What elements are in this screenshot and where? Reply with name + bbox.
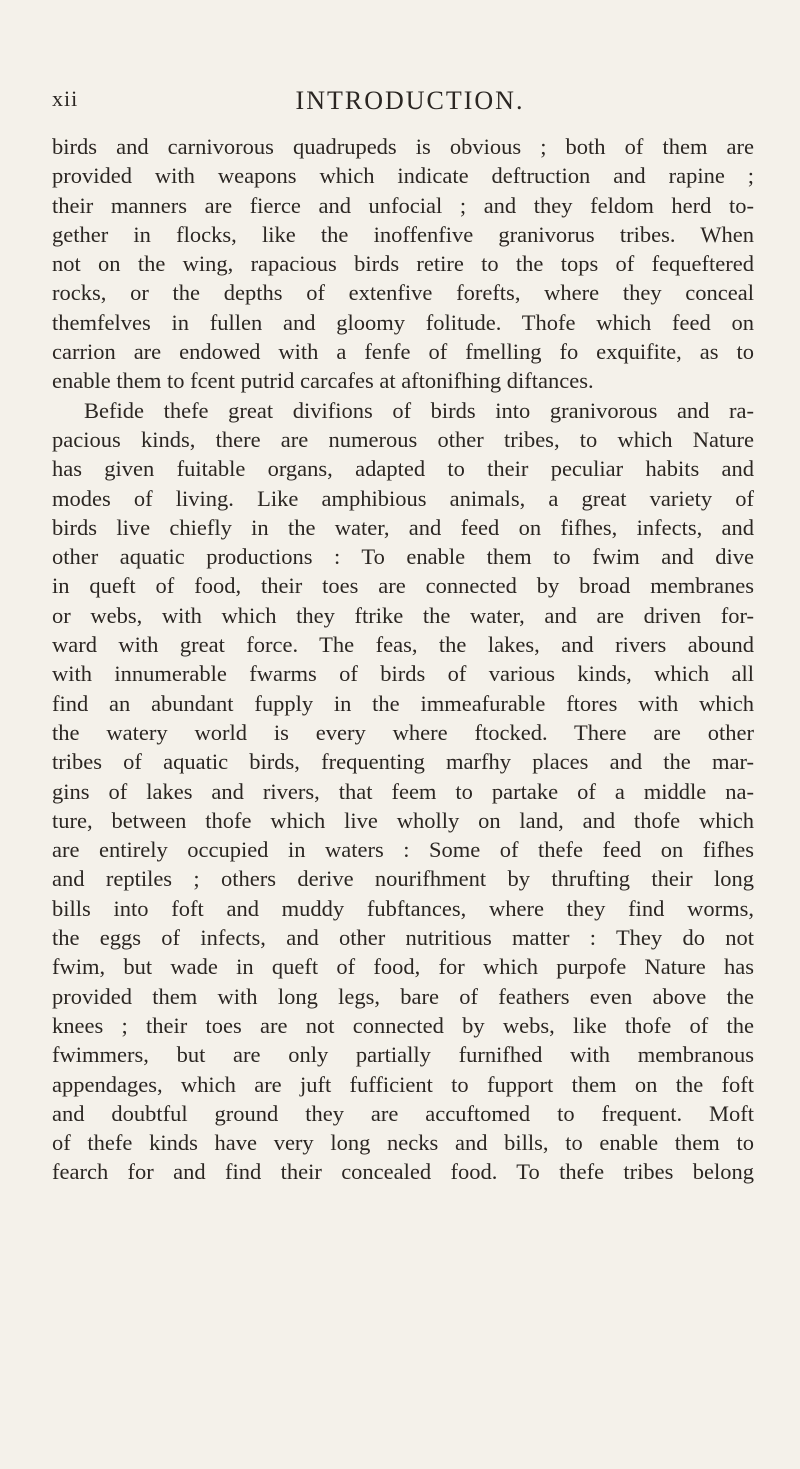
text-line: and doubtful ground they are accuftomed to frequent. Moft [52,1100,754,1126]
text-line: enable them to fcent putrid carcafes at aftonifhing diftances. [52,368,594,394]
text-line: or webs, with which they ftrike the water, and are driven for- [52,602,754,628]
text-line: themfelves in fullen and gloomy folitude. Thofe which feed on [52,309,754,335]
text-line: rocks, or the depths of extenfive forefts, where they conceal [52,280,754,306]
text-line: modes of living. Like amphibious animals, a great variety of [52,485,754,511]
text-line: fwimmers, but are only partially furnifhed with membranous [52,1042,754,1068]
text-line: not on the wing, rapacious birds retire to the tops of fequeftered [52,251,754,277]
text-line: the watery world is every where ftocked. There are other [52,719,754,745]
text-line: of thefe kinds have very long necks and bills, to enable them to [52,1130,754,1156]
paragraph-first-line: Befide thefe great divifions of birds into granivorous and ra- [84,397,754,423]
text-line: gins of lakes and rivers, that feem to partake of a middle na- [52,778,754,804]
text-line: ture, between thofe which live wholly on land, and thofe which [52,807,754,833]
text-line: find an abundant fupply in the immeafurable ftores with which [52,690,754,716]
text-line: the eggs of infects, and other nutritious matter : They do not [52,925,754,951]
text-line: knees ; their toes are not connected by webs, like thofe of the [52,1012,754,1038]
text-line: their manners are fierce and unfocial ; and they feldom herd to- [52,192,754,218]
text-line: bills into foft and muddy fubftances, where they find worms, [52,895,754,921]
text-line: has given fuitable organs, adapted to their peculiar habits and [52,456,754,482]
text-line: fwim, but wade in queft of food, for which purpofe Nature has [52,954,754,980]
text-line: carrion are endowed with a fenfe of fmelling fo exquifite, as to [52,339,754,365]
body-text [52,132,754,1187]
text-line: birds live chiefly in the water, and feed on fifhes, infects, and [52,514,754,540]
text-line: pacious kinds, there are numerous other tribes, to which Nature [52,426,754,452]
text-line: birds and carnivorous quadrupeds is obvious ; both of them are [52,134,754,159]
running-head: INTRODUCTION. [295,86,525,115]
text-line: provided them with long legs, bare of feathers even above the [52,983,754,1009]
text-line: are entirely occupied in waters : Some of thefe feed on fifhes [52,837,754,863]
text-line: tribes of aquatic birds, frequenting marfhy places and the mar- [52,749,754,775]
text-line: gether in flocks, like the inoffenfive granivorus tribes. When [52,221,754,247]
text-line: with innumerable fwarms of birds of various kinds, which all [52,661,754,687]
text-line: provided with weapons which indicate deftruction and rapine ; [52,163,754,189]
page-number: xii [52,86,79,111]
text-line: ward with great force. The feas, the lakes, and rivers abound [52,632,754,658]
text-line: and reptiles ; others derive nourifhment by thrufting their long [52,866,754,892]
page-header [0,86,800,126]
text-line: in queft of food, their toes are connected by broad membranes [52,573,754,599]
text-line: appendages, which are juft fufficient to fupport them on the foft [52,1071,754,1097]
text-line: other aquatic productions : To enable them to fwim and dive [52,544,754,570]
text-line: fearch for and find their concealed food. To thefe tribes belong [52,1159,754,1185]
